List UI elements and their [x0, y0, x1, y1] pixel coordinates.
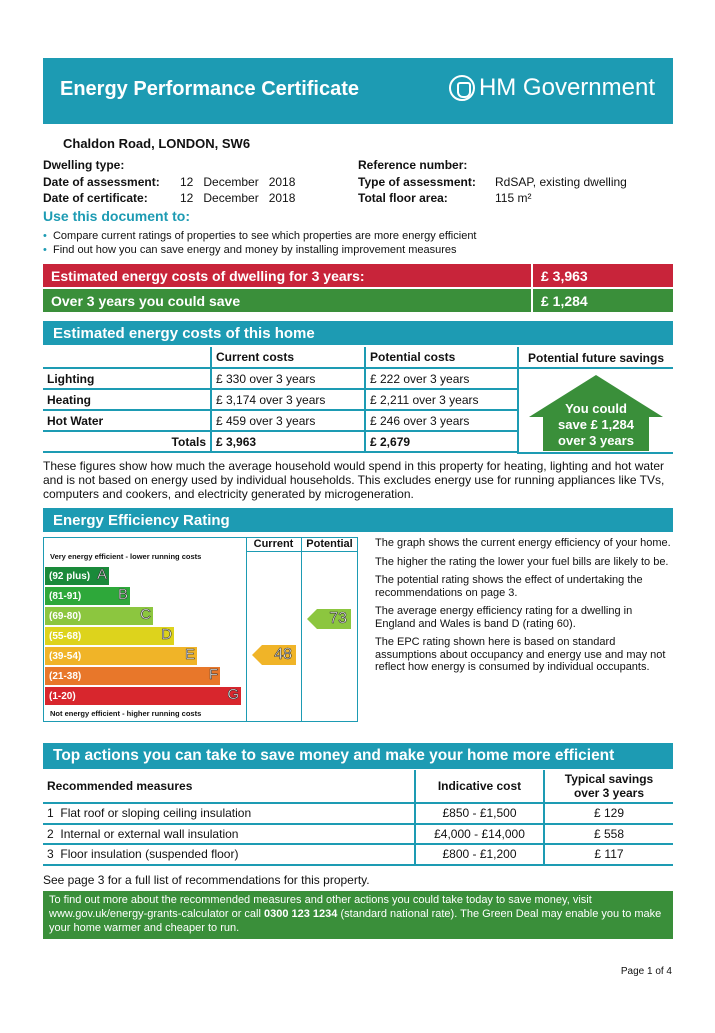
- floor-area-value: 115 m²: [495, 191, 532, 205]
- table-row: Hot Water £ 459 over 3 years £ 246 over 3 years: [43, 410, 517, 431]
- date-assessment-label: Date of assessment:: [43, 175, 160, 189]
- table-row: Heating £ 3,174 over 3 years £ 2,211 over 3 years: [43, 389, 517, 410]
- band-letter: C: [140, 606, 151, 623]
- col-measures-header: Recommended measures: [47, 779, 193, 793]
- use-document-heading: Use this document to:: [43, 208, 191, 224]
- band-range: (39-54): [49, 650, 82, 662]
- rating-col-current: Current: [253, 538, 294, 550]
- bullet-icon: •: [43, 244, 47, 256]
- see-page-note: See page 3 for a full list of recommendations for this property.: [43, 873, 370, 887]
- costs-section-heading: Estimated energy costs of this home: [43, 321, 673, 345]
- reference-label: Reference number:: [358, 158, 468, 172]
- col-current-header: Current costs: [211, 347, 365, 368]
- band-letter: E: [184, 646, 195, 663]
- date-certificate-value: 12 December 2018: [180, 191, 296, 205]
- estimated-cost-value: £ 3,963: [533, 264, 673, 287]
- list-item: • Find out how you can save energy and money by installing improvement measures: [43, 244, 457, 256]
- rating-paragraph: The EPC rating shown here is based on standard assumptions about occupancy and energy use and may not reflect how energy is consumed by individual occupants.: [375, 636, 666, 673]
- band-range: (92 plus): [49, 570, 91, 582]
- rating-paragraph: The potential rating shows the effect of undertaking the recommendations on page 3.: [375, 574, 643, 599]
- rating-band-g: [45, 687, 241, 705]
- rating-explanation: [375, 537, 673, 674]
- band-letter: A: [96, 566, 107, 583]
- col-savings-header: Typical savings over 3 years: [544, 770, 673, 803]
- rating-section-heading: Energy Efficiency Rating: [43, 508, 673, 532]
- rating-band-b: [45, 587, 130, 605]
- estimated-cost-bar: Estimated energy costs of dwelling for 3 years:: [43, 264, 531, 287]
- band-range: (1-20): [49, 690, 76, 702]
- hm-government-logo: [449, 74, 655, 102]
- band-range: (21-38): [49, 670, 82, 682]
- rating-band-c: [45, 607, 153, 625]
- band-letter: G: [227, 686, 239, 703]
- costs-note: These figures show how much the average household would spend in this property for heating, lighting and hot water and is not based on energy used by individual households. This excludes energy use for running appliances like TVs, computers and cookers, and electricity generated by microgeneration.: [43, 459, 665, 501]
- actions-table: [43, 770, 673, 866]
- could-save-bar: Over 3 years you could save: [43, 289, 531, 312]
- band-letter: D: [161, 626, 172, 643]
- could-save-value: £ 1,284: [533, 289, 673, 312]
- potential-rating-arrow: [307, 609, 351, 629]
- savings-arrow-text: You could save £ 1,284 over 3 years: [558, 401, 634, 448]
- band-range: (69-80): [49, 610, 82, 622]
- type-assessment-value: RdSAP, existing dwelling: [495, 175, 627, 189]
- type-assessment-label: Type of assessment:: [358, 175, 476, 189]
- rating-paragraph: The graph shows the current energy efficiency of your home.: [375, 537, 671, 549]
- date-certificate-label: Date of certificate:: [43, 191, 148, 205]
- floor-area-label: Total floor area:: [358, 191, 448, 205]
- bullet-icon: •: [43, 230, 47, 242]
- rating-band-d: [45, 627, 174, 645]
- rating-col-potential: Potential: [306, 538, 353, 550]
- royal-crest-icon: [449, 75, 475, 101]
- property-address: Chaldon Road, LONDON, SW6: [63, 136, 251, 151]
- band-letter: F: [208, 666, 218, 683]
- col-potential-header: Potential costs: [365, 347, 517, 368]
- dwelling-type-label: Dwelling type:: [43, 158, 125, 172]
- table-row: 1 Flat roof or sloping ceiling insulation £850 - £1,500 £ 129: [43, 803, 673, 824]
- green-deal-box: To find out more about the recommended measures and other actions you could take today to save money, visit www.gov.uk/energy-grants-calculator or call 0300 123 1234 (standard national rate). The Green Deal may enable you to make your home warmer and cheaper to run.: [43, 891, 673, 939]
- rating-bottom-note: Not energy efficient - higher running costs: [50, 709, 202, 718]
- table-row: 2 Internal or external wall insulation £4,000 - £14,000 £ 558: [43, 824, 673, 845]
- future-savings-panel: [517, 347, 673, 454]
- list-item: • Compare current ratings of properties to see which properties are more energy efficient: [43, 230, 477, 242]
- rating-top-note: Very energy efficient - lower running costs: [50, 552, 202, 561]
- rating-paragraph: The higher the rating the lower your fuel bills are likely to be.: [375, 555, 669, 568]
- col-future-header: Potential future savings: [519, 347, 673, 369]
- band-letter: B: [117, 586, 128, 603]
- potential-rating-value: 73: [329, 610, 347, 627]
- government-name: HM Government: [478, 74, 655, 101]
- table-row: 3 Floor insulation (suspended floor) £800 - £1,200 £ 117: [43, 844, 673, 865]
- current-rating-value: 48: [274, 646, 292, 663]
- actions-section-heading: Top actions you can take to save money and make your home more efficient: [43, 743, 673, 769]
- rating-band-f: [45, 667, 220, 685]
- date-assessment-value: 12 December 2018: [180, 175, 296, 189]
- header-banner: [43, 58, 673, 124]
- rating-band-e: [45, 647, 197, 665]
- table-row: Lighting £ 330 over 3 years £ 222 over 3 years: [43, 368, 517, 389]
- rating-paragraph: The average energy efficiency rating for a dwelling in England and Wales is band D (rating 60).: [375, 605, 633, 630]
- rating-band-a: [45, 567, 109, 585]
- col-cost-header: Indicative cost: [415, 770, 544, 803]
- totals-row: Totals £ 3,963 £ 2,679: [43, 431, 517, 452]
- band-range: (81-91): [49, 590, 82, 602]
- band-range: (55-68): [49, 630, 82, 642]
- page-title: Energy Performance Certificate: [60, 78, 360, 100]
- use-document-list: [43, 229, 477, 257]
- phone-number: 0300 123 1234: [264, 908, 338, 920]
- page-number: Page 1 of 4: [620, 966, 672, 977]
- costs-table: [43, 347, 517, 453]
- current-rating-arrow: [252, 645, 296, 665]
